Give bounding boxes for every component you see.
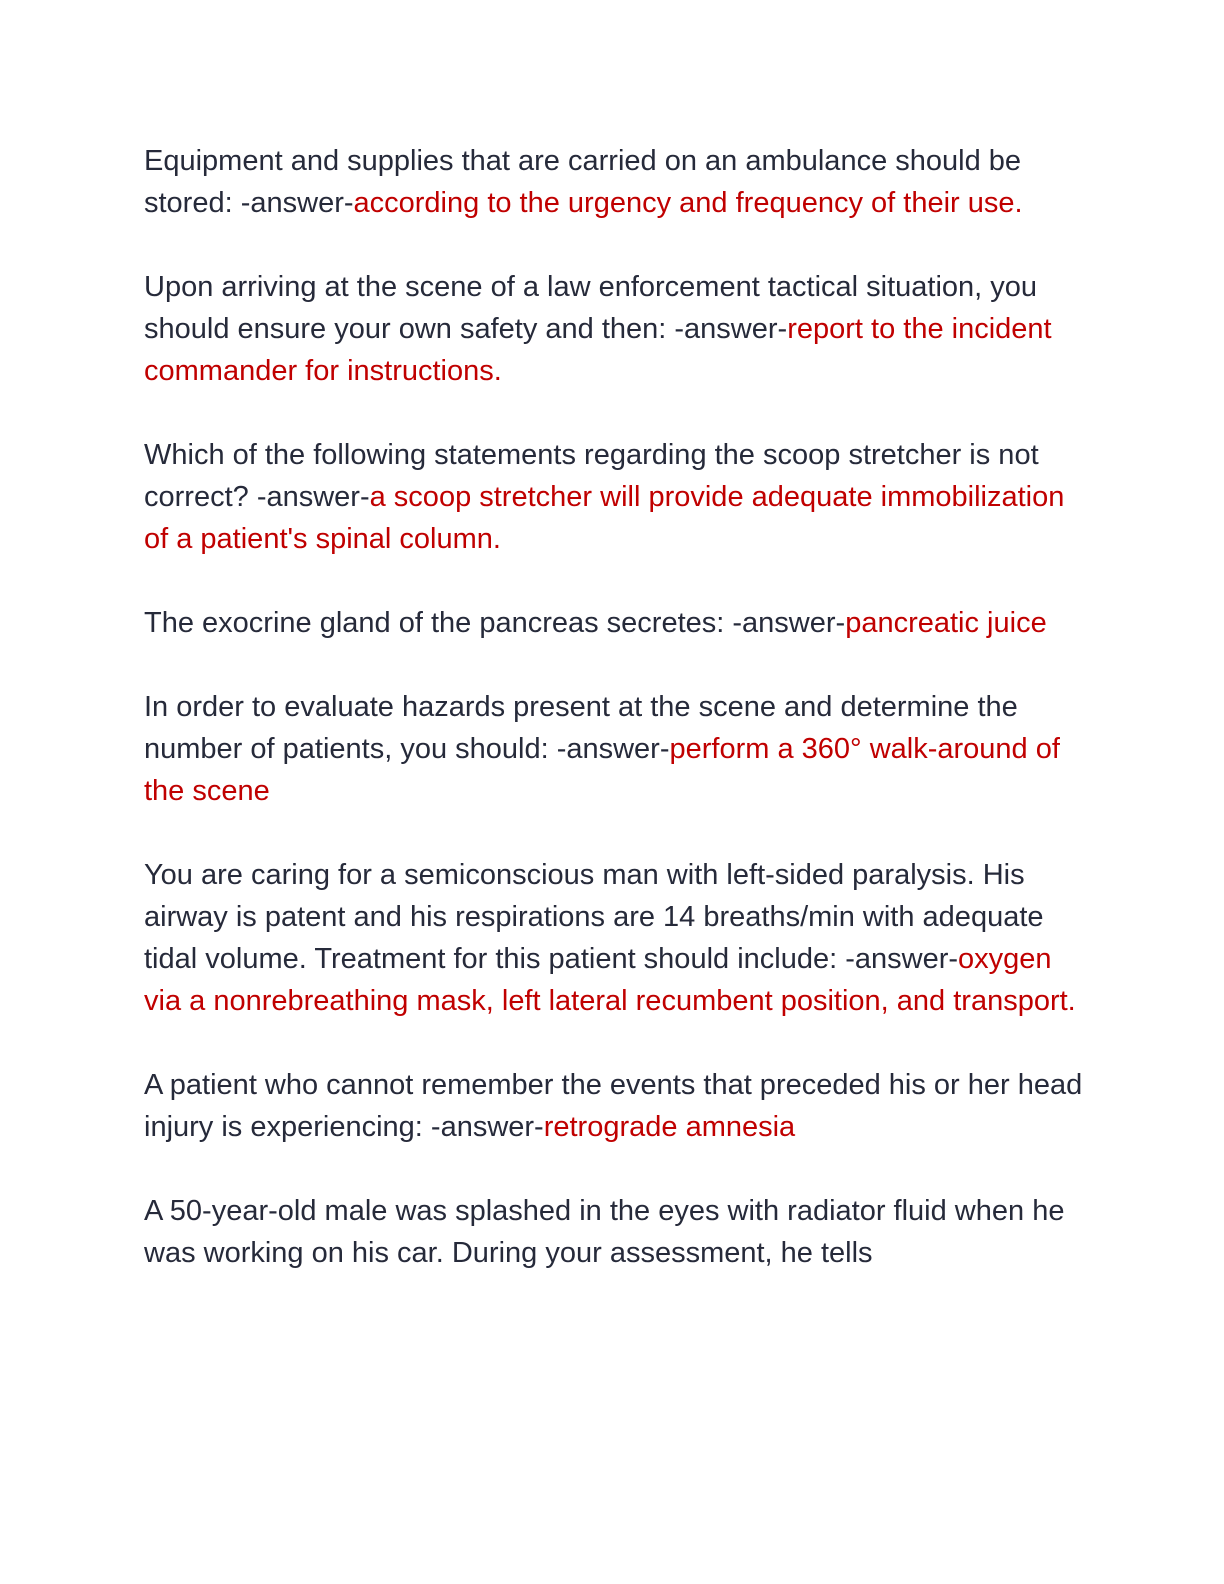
question-text: Which of the following statements regarding the scoop stretcher is not correct? -answer- xyxy=(144,439,1039,513)
qa-item-8 xyxy=(144,1190,1084,1274)
question-text: The exocrine gland of the pancreas secretes: -answer- xyxy=(144,607,846,639)
qa-item-7 xyxy=(144,1064,1084,1148)
answer-text: retrograde amnesia xyxy=(543,1111,796,1143)
qa-item-6 xyxy=(144,854,1084,1022)
answer-text: oxygen via a nonrebreathing mask, left lateral recumbent position, and transport. xyxy=(144,943,1076,1017)
answer-text: report to the incident commander for instructions. xyxy=(144,313,1052,387)
qa-item-2 xyxy=(144,266,1084,392)
question-text: Equipment and supplies that are carried on an ambulance should be stored: -answer- xyxy=(144,145,1022,219)
question-text: Upon arriving at the scene of a law enforcement tactical situation, you should ensure your own safety and then: -answer- xyxy=(144,271,1038,345)
qa-item-1 xyxy=(144,140,1084,224)
question-text: In order to evaluate hazards present at the scene and determine the number of patients, you should: -answer- xyxy=(144,691,1018,765)
question-text: A 50-year-old male was splashed in the eyes with radiator fluid when he was working on his car. During your assessment, he tells xyxy=(144,1195,1065,1269)
qa-item-3 xyxy=(144,434,1084,560)
question-text: You are caring for a semiconscious man with left-sided paralysis. His airway is patent and his respirations are 14 breaths/min with adequate tidal volume. Treatment for this patient should include: -answer- xyxy=(144,859,1044,975)
answer-text: a scoop stretcher will provide adequate immobilization of a patient's spinal column. xyxy=(144,481,1065,555)
question-text: A patient who cannot remember the events that preceded his or her head injury is experiencing: -answer- xyxy=(144,1069,1083,1143)
qa-item-4 xyxy=(144,602,1084,644)
answer-text: pancreatic juice xyxy=(845,607,1047,639)
answer-text: according to the urgency and frequency of their use. xyxy=(353,187,1023,219)
qa-item-5 xyxy=(144,686,1084,812)
answer-text: perform a 360° walk-around of the scene xyxy=(144,733,1060,807)
document-page xyxy=(144,140,1084,1274)
